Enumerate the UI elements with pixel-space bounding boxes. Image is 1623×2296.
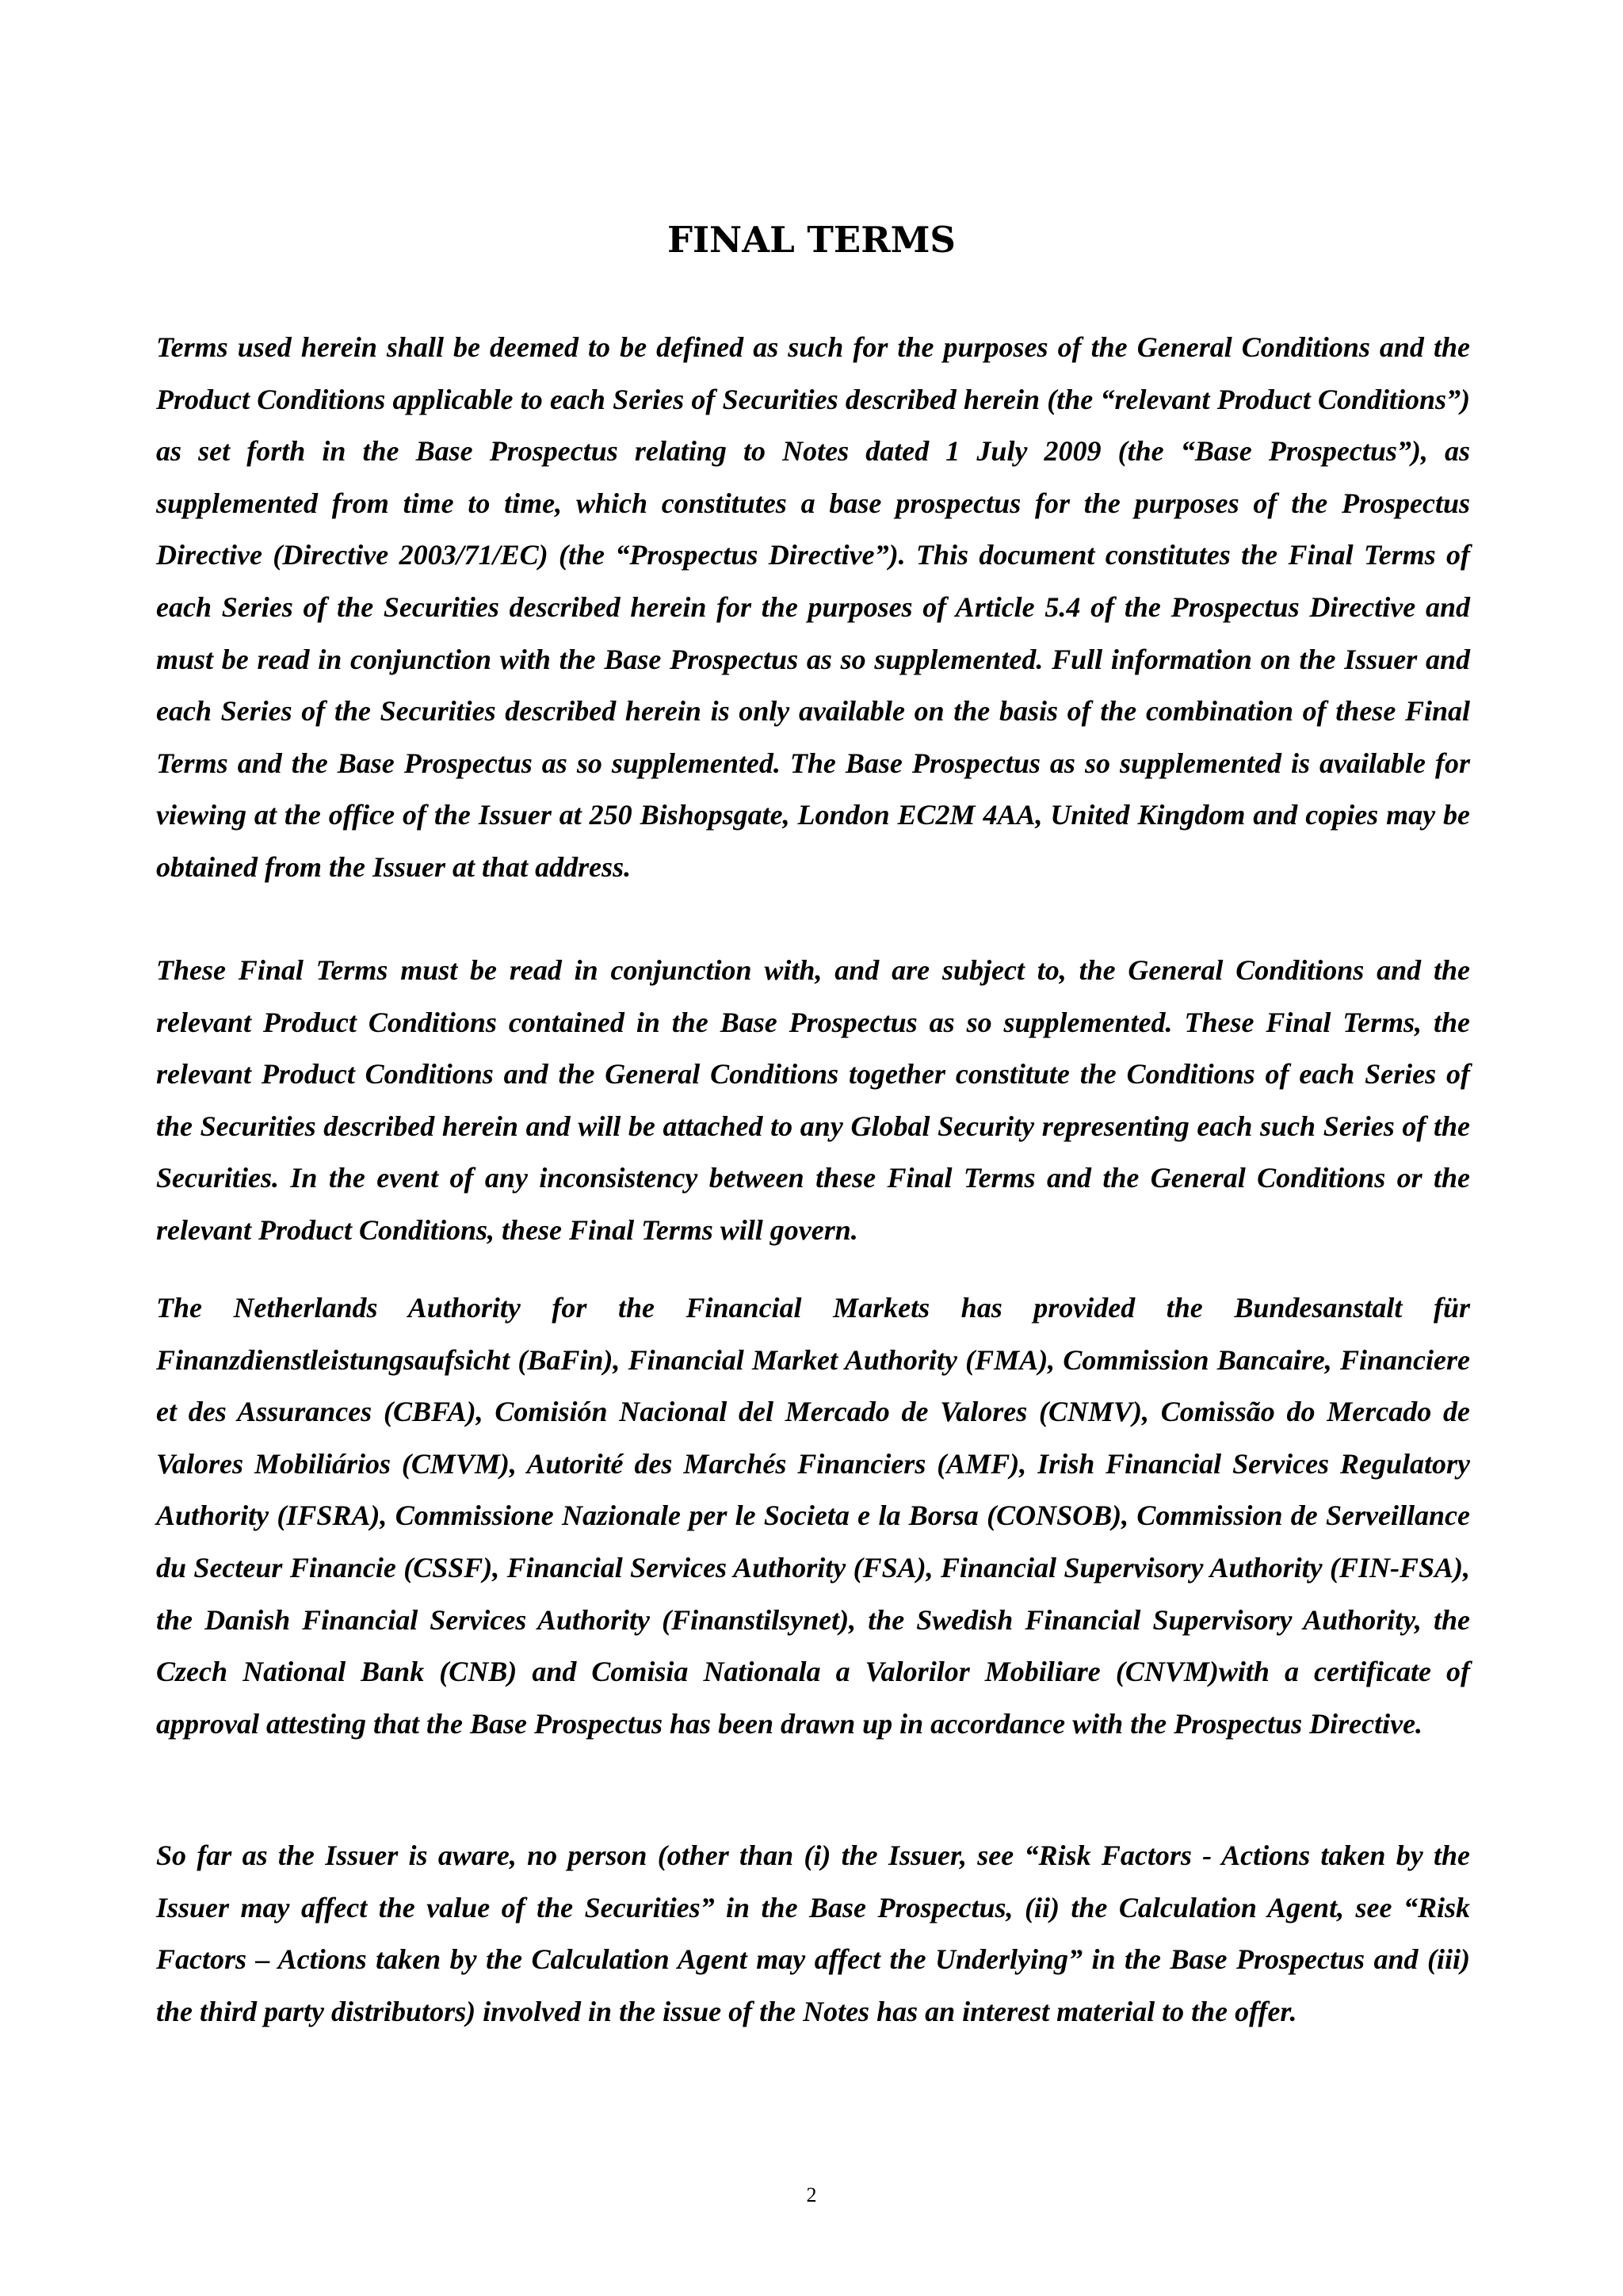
page-title: FINAL TERMS: [667, 219, 956, 261]
paragraph-interest-disclosure: So far as the Issuer is aware, no person (other than (i) the Issuer, see “Risk Factors - Actions taken by the Issuer may affect the value of the Securities” in the Base Prospectus, (ii) the Calculation Agent, see “Risk Factors – Actions taken by the Calculation Agent may affect the Underlying” in the Base Prospectus and (iii) the third party distributors) involved in the issue of the Notes has an interest material to the offer.: [156, 1839, 1470, 2027]
page-number: 2: [806, 2183, 817, 2206]
paragraph-conjunction-conditions: These Final Terms must be read in conjunction with, and are subject to, the General Conditions and the relevant Product Conditions contained in the Base Prospectus as so supplemented. These Final Terms, the relevant Product Conditions and the General Conditions together constitute the Conditions of each Series of the Securities described herein and will be attached to any Global Security representing each such Series of the Securities. In the event of any inconsistency between these Final Terms and the General Conditions or the relevant Product Conditions, these Final Terms will govern.: [156, 954, 1470, 1246]
paragraph-authority-approval: The Netherlands Authority for the Financial Markets has provided the Bundesanstalt für Finanzdienstleistungsaufsicht (BaFin), Financial Market Authority (FMA), Commission Bancaire, Financiere et des Assurances (CBFA), Comisión Nacional del Mercado de Valores (CNMV), Comissão do Mercado de Valores Mobiliários (CMVM), Autorité des Marchés Financiers (AMF), Irish Financial Services Regulatory Authority (IFSRA), Commissione Nazionale per le Societa e la Borsa (CONSOB), Commission de Serveillance du Secteur Financie (CSSF), Financial Services Authority (FSA), Financial Supervisory Authority (FIN-FSA), the Danish Financial Services Authority (Finanstilsynet), the Swedish Financial Supervisory Authority, the Czech National Bank (CNB) and Comisia Nationala a Valorilor Mobiliare (CNVM)with a certificate of approval attesting that the Base Prospectus has been drawn up in accordance with the Prospectus Directive.: [156, 1292, 1470, 1740]
paragraph-terms-definitions: Terms used herein shall be deemed to be defined as such for the purposes of the General Conditions and the Product Conditions applicable to each Series of Securities described herein (the “relevant Product Conditions”) as set forth in the Base Prospectus relating to Notes dated 1 July 2009 (the “Base Prospectus”), as supplemented from time to time, which constitutes a base prospectus for the purposes of the Prospectus Directive (Directive 2003/71/EC) (the “Prospectus Directive”). This document constitutes the Final Terms of each Series of the Securities described herein for the purposes of Article 5.4 of the Prospectus Directive and must be read in conjunction with the Base Prospectus as so supplemented. Full information on the Issuer and each Series of the Securities described herein is only available on the basis of the combination of these Final Terms and the Base Prospectus as so supplemented. The Base Prospectus as so supplemented is available for viewing at the office of the Issuer at 250 Bishopsgate, London EC2M 4AA, United Kingdom and copies may be obtained from the Issuer at that address.: [156, 331, 1470, 883]
